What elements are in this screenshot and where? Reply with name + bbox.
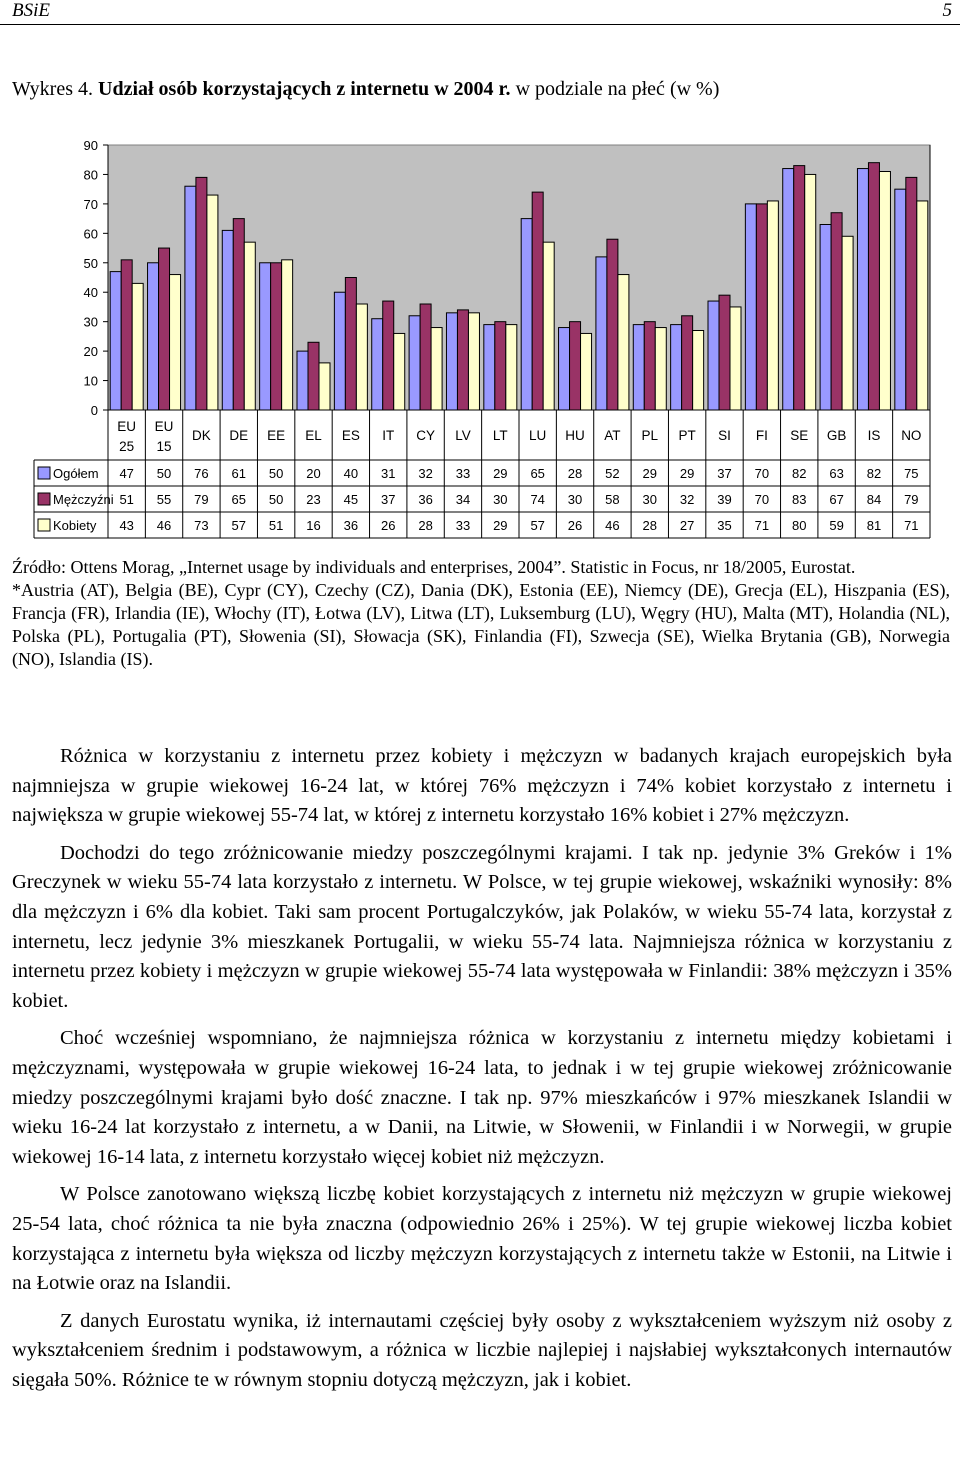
data-table-value: 43: [119, 518, 134, 533]
data-table-value: 79: [194, 492, 209, 507]
data-table-value: 16: [306, 518, 321, 533]
y-tick-label: 70: [83, 196, 98, 212]
x-tick-label: ES: [341, 428, 360, 443]
bar: [282, 260, 293, 410]
x-tick-label: EU: [154, 419, 174, 434]
data-table-value: 26: [380, 518, 396, 533]
data-table-value: 46: [605, 518, 620, 533]
bar: [532, 192, 543, 410]
data-table-value: 33: [455, 466, 471, 481]
data-table-value: 51: [119, 492, 134, 507]
bar: [767, 201, 778, 410]
x-tick-label: DK: [192, 428, 211, 443]
data-table-value: 55: [156, 492, 172, 507]
x-tick-label: LU: [529, 428, 547, 443]
data-table-value: 70: [754, 492, 770, 507]
data-table-value: 50: [268, 466, 284, 481]
bar: [708, 301, 719, 410]
bar: [633, 325, 644, 410]
data-table-value: 83: [791, 492, 807, 507]
data-table-value: 20: [306, 466, 321, 481]
x-tick-label: HU: [565, 428, 585, 443]
bar: [159, 248, 170, 410]
data-table-value: 27: [679, 518, 695, 533]
x-tick-label: SE: [790, 428, 809, 443]
data-table-value: 65: [231, 492, 247, 507]
y-tick-label: 60: [83, 226, 98, 242]
data-table-value: 35: [717, 518, 732, 533]
data-table-value: 29: [493, 466, 508, 481]
bar: [879, 172, 890, 411]
data-table-value: 71: [904, 518, 919, 533]
y-tick-label: 10: [83, 373, 98, 389]
bar: [857, 169, 868, 410]
x-tick-label: LV: [455, 428, 471, 443]
data-table-value: 52: [605, 466, 620, 481]
bar: [196, 177, 207, 410]
legend-label: Mężczyźni: [53, 492, 114, 507]
y-tick-label: 80: [83, 167, 98, 183]
data-table-value: 71: [754, 518, 770, 533]
y-tick-label: 30: [83, 314, 98, 330]
x-tick-label: 15: [156, 439, 172, 454]
y-tick-label: 0: [90, 403, 98, 418]
bar: [820, 225, 831, 411]
data-table-value: 37: [380, 492, 396, 507]
paragraph: Z danych Eurostatu wynika, iż internautami częściej były osoby z wykształceniem wyższym niż osoby z wykształceniem średnim i podstawowym, a różnica w liczbie najlepiej i najsłabiej wykształconych internautów sięgała 50%. Różnice te w równym stopniu dotyczą mężczyzn, jak i kobiet.: [12, 1309, 952, 1391]
bar: [543, 242, 554, 410]
chart-title: [12, 78, 719, 101]
x-tick-label: PT: [678, 428, 696, 443]
bar-chart: [0, 120, 960, 540]
x-tick-label: DE: [229, 428, 249, 443]
bar: [596, 257, 607, 410]
legend-label: Ogółem: [53, 466, 99, 481]
bar: [745, 204, 756, 410]
data-table-value: 73: [194, 518, 209, 533]
data-table-value: 67: [829, 492, 844, 507]
bar: [170, 275, 181, 410]
x-tick-label: NO: [901, 428, 922, 443]
data-table-value: 65: [530, 466, 545, 481]
bar: [581, 333, 592, 410]
data-table-value: 82: [866, 466, 882, 481]
data-table-value: 63: [829, 466, 844, 481]
data-table-value: 84: [866, 492, 882, 507]
x-tick-label: FI: [755, 428, 768, 443]
bar: [895, 189, 906, 410]
x-tick-label: CY: [416, 428, 435, 443]
data-table-value: 61: [231, 466, 247, 481]
bar: [420, 304, 431, 410]
bar: [233, 219, 244, 410]
source-note: [12, 556, 950, 671]
data-table-value: 70: [754, 466, 770, 481]
bar: [917, 201, 928, 410]
bar: [148, 263, 159, 410]
bar: [783, 169, 794, 410]
bar: [842, 236, 853, 410]
bar: [730, 307, 741, 410]
bar: [693, 331, 704, 411]
data-table-value: 29: [679, 466, 695, 481]
bar: [570, 322, 581, 410]
bar: [868, 163, 879, 410]
data-table-value: 36: [418, 492, 433, 507]
bar: [655, 328, 666, 410]
x-tick-label: IT: [382, 428, 395, 443]
bar: [207, 195, 218, 410]
data-table-value: 74: [530, 492, 545, 507]
data-table-value: 31: [380, 466, 396, 481]
bar: [383, 301, 394, 410]
data-table-value: 81: [866, 518, 882, 533]
body-text: [12, 742, 952, 1403]
data-table-value: 80: [791, 518, 807, 533]
bar: [308, 342, 319, 410]
page-header: [0, 0, 960, 25]
bar: [906, 177, 917, 410]
source-line: Źródło: Ottens Morag, „Internet usage by individuals and enterprises, 2004”. Statistic in Focus, nr 18/2005, Eurostat.: [12, 557, 856, 577]
bar: [409, 316, 420, 410]
data-table-value: 30: [493, 492, 508, 507]
data-table-value: 40: [343, 466, 359, 481]
bar: [756, 204, 767, 410]
data-table-value: 46: [156, 518, 172, 533]
bar: [644, 322, 655, 410]
data-table-value: 34: [455, 492, 471, 507]
x-tick-label: AT: [604, 428, 621, 443]
x-tick-label: EE: [267, 428, 286, 443]
data-table-value: 75: [904, 466, 919, 481]
x-tick-label: EU: [117, 419, 137, 434]
bar: [618, 275, 629, 410]
data-table-value: 26: [567, 518, 583, 533]
bar: [794, 166, 805, 410]
paragraph: Dochodzi do tego zróżnicowanie miedzy poszczególnymi krajami. I tak np. jedynie 3% Greków i 1% Greczynek w wieku 55-74 lata korzystało z internetu. W Polsce, w tej grupie wiekowej, wskaźniki wynosiły: 8% dla mężczyzn i 6% dla kobiet. Taki sam procent Portugalczyków, jak Polaków, w wieku 55-74 lata, korzystał z internetu, lecz jedynie 3% mieszkanek Portugalii, w wieku 55-74 lata. Najmniejsza różnica w korzystaniu z internetu przez kobiety i mężczyzn w grupie wiekowej 55-74 lata występowała w Finlandii: 38% mężczyzn i 35% kobiet.: [12, 841, 952, 1012]
data-table-value: 59: [829, 518, 844, 533]
data-table-value: 36: [343, 518, 359, 533]
bar: [244, 242, 255, 410]
data-table-value: 30: [567, 492, 583, 507]
data-table-value: 76: [194, 466, 209, 481]
chart-title-prefix: Wykres 4.: [12, 78, 98, 100]
legend-label: Kobiety: [53, 518, 97, 533]
bar: [719, 295, 730, 410]
x-tick-label: IS: [867, 428, 881, 443]
y-tick-label: 20: [83, 344, 98, 360]
bar: [271, 263, 282, 410]
bar: [121, 260, 132, 410]
country-codes-note: *Austria (AT), Belgia (BE), Cypr (CY), Czechy (CZ), Dania (DK), Estonia (EE), Niemcy (DE), Grecja (EL), Hiszpania (ES), Francja (FR), Irlandia (IE), Włochy (IT), Łotwa (LV), Litwa (LT), Luksemburg (LU), Węgry (HU), Malta (MT), Holandia (NL), Polska (PL), Portugalia (PT), Słowenia (SI), Słowacja (SK), Finlandia (FI), Szwecja (SE), Wielka Brytania (GB), Norwegia (NO), Islandia (IS).: [12, 580, 950, 669]
paragraph: Choć wcześniej wspomniano, że najmniejsza różnica w korzystaniu z internetu między kobietami i mężczyznami, występowała w grupie wiekowej 16-24 lata, to jednak i w tej grupie wiekowej zróżnicowanie miedzy poszczególnymi krajami było dość znaczne. I tak np. 97% mieszkańców i 97% mieszkanek Islandii w wieku 16-24 lat korzystało z internetu, a w Danii, na Litwie, w Słowenii, w Finlandii i w Norwegii, w grupie wiekowej 16-14 lata, z internetu korzystało więcej kobiet niż mężczyzn.: [12, 1027, 952, 1168]
bar: [297, 351, 308, 410]
bar: [484, 325, 495, 410]
bar: [831, 213, 842, 410]
bar: [132, 283, 143, 410]
data-table-value: 37: [717, 466, 732, 481]
data-table-value: 32: [679, 492, 695, 507]
bar: [682, 316, 693, 410]
x-tick-label: LT: [492, 428, 508, 443]
data-table-value: 29: [642, 466, 658, 481]
bar: [431, 328, 442, 410]
bar: [260, 263, 271, 410]
bar: [506, 325, 517, 410]
data-table-value: 28: [418, 518, 433, 533]
data-table-value: 45: [343, 492, 359, 507]
bar: [805, 174, 816, 410]
legend-key: [38, 467, 50, 479]
bar: [110, 272, 121, 410]
data-table-value: 50: [268, 492, 284, 507]
data-table-value: 57: [231, 518, 247, 533]
y-tick-label: 50: [83, 255, 98, 271]
bar: [394, 333, 405, 410]
bar: [671, 325, 682, 410]
bar: [446, 313, 457, 410]
bar: [559, 328, 570, 410]
data-table-value: 47: [119, 466, 134, 481]
x-tick-label: GB: [826, 428, 847, 443]
bar: [185, 186, 196, 410]
data-table-value: 57: [530, 518, 545, 533]
bar: [607, 239, 618, 410]
bar: [372, 319, 383, 410]
chart-title-bold: Udział osób korzystających z internetu w 2004 r.: [98, 78, 511, 100]
bar: [334, 292, 345, 410]
data-table-value: 28: [567, 466, 583, 481]
bar: [356, 304, 367, 410]
data-table-value: 33: [455, 518, 471, 533]
x-tick-label: SI: [718, 428, 731, 443]
y-tick-label: 90: [83, 138, 98, 153]
data-table-value: 39: [717, 492, 732, 507]
data-table-value: 79: [904, 492, 919, 507]
bar: [495, 322, 506, 410]
data-table-value: 82: [791, 466, 807, 481]
data-table-value: 50: [156, 466, 172, 481]
data-table-value: 32: [418, 466, 433, 481]
bar: [345, 278, 356, 411]
bar: [457, 310, 468, 410]
y-tick-label: 40: [83, 285, 98, 301]
data-table-value: 51: [268, 518, 284, 533]
bar: [468, 313, 479, 410]
legend-key: [38, 519, 50, 531]
x-tick-label: EL: [305, 428, 322, 443]
x-tick-label: 25: [119, 439, 135, 454]
bar: [521, 219, 532, 410]
paragraph: W Polsce zanotowano większą liczbę kobiet korzystających z internetu niż mężczyzn w grupie wiekowej 25-54 lata, choć różnica ta nie była znaczna (odpowiednio 26% i 25%). W tej grupie wiekowej liczba kobiet korzystająca z internetu była większa od liczby mężczyzn korzystających z internetu także w Estonii, na Litwie i na Łotwie oraz na Islandii.: [12, 1183, 952, 1295]
data-table-value: 23: [306, 492, 321, 507]
data-table-value: 58: [605, 492, 620, 507]
header-journal: BSiE: [12, 0, 50, 21]
paragraph: Różnica w korzystaniu z internetu przez kobiety i mężczyzn w badanych krajach europejskich była najmniejsza w grupie wiekowej 16-24 lat, w której 76% mężczyzn i 74% kobiet korzystało z internetu i największa w grupie wiekowej 55-74 lat, w której z internetu korzystało 16% kobiet i 27% mężczyzn.: [12, 745, 952, 827]
data-table-value: 30: [642, 492, 658, 507]
data-table-value: 29: [493, 518, 508, 533]
bar: [222, 230, 233, 410]
data-table-value: 28: [642, 518, 658, 533]
legend-key: [38, 493, 50, 505]
page-number: 5: [942, 0, 952, 21]
bar: [319, 363, 330, 410]
x-tick-label: PL: [641, 428, 659, 443]
chart-title-suffix: w podziale na płeć (w %): [510, 78, 720, 100]
